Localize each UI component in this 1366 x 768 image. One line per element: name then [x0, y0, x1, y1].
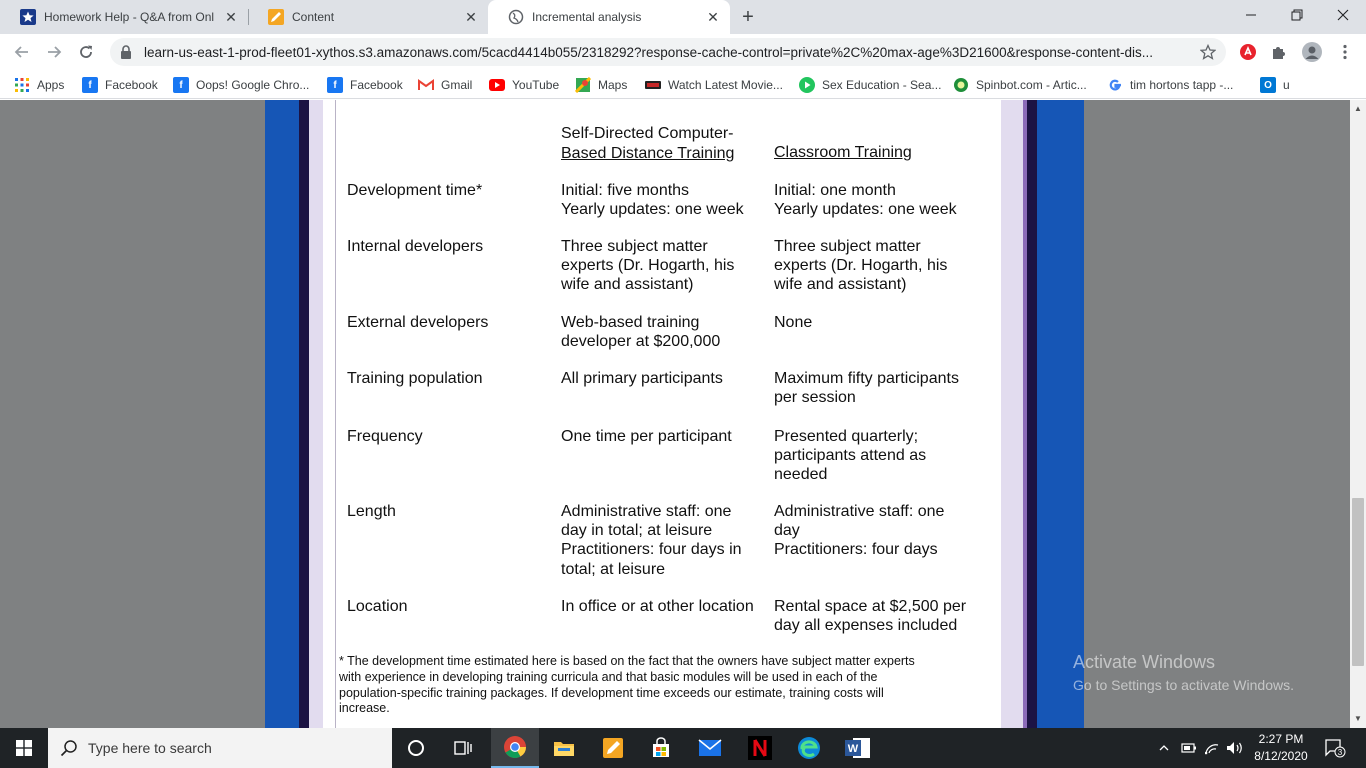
profile-avatar-icon[interactable] [1302, 42, 1322, 62]
pencil-note-icon [602, 737, 624, 759]
bookmark-gmail[interactable] [418, 75, 472, 95]
bookmark-label: YouTube [512, 78, 560, 92]
clock-date: 8/12/2020 [1254, 749, 1308, 763]
classroom-cell [774, 313, 996, 332]
row-label: Training population [347, 370, 483, 387]
bookmark-label: Spinbot.com - Artic... [976, 78, 1087, 92]
bookmark-label: Apps [37, 78, 65, 92]
facebook-icon: f [82, 77, 98, 93]
cell-line: day all expenses included [774, 617, 958, 635]
lock-icon[interactable] [120, 45, 134, 59]
scrollbar-thumb[interactable] [1352, 498, 1364, 666]
cell-line: Practitioners: four days [774, 541, 938, 559]
taskbar-word[interactable] [834, 728, 882, 768]
bookmark-apps[interactable] [14, 75, 64, 95]
browser-toolbar [0, 34, 1366, 70]
forward-button[interactable] [40, 38, 68, 66]
cell-line: Rental space at $2,500 per [774, 598, 967, 615]
cell-line: developer at $200,000 [561, 333, 721, 351]
cell-line: experts (Dr. Hogarth, his [774, 257, 948, 275]
cell-line: All primary participants [561, 370, 723, 387]
action-center-button[interactable] [1320, 728, 1350, 768]
netflix-icon [748, 736, 772, 760]
url-text[interactable]: learn-us-east-1-prod-fleet01-xythos.s3.amazonaws.com/5cacd4414b055/2318292?response-cache-control=private%2C%20max-age%3D21600&response-content-dis... [144, 44, 1153, 60]
distance-cell [561, 237, 771, 295]
header-line: Self-Directed Computer- [561, 125, 734, 142]
bookmark-sex-education[interactable] [799, 75, 941, 95]
vertical-scrollbar[interactable] [1350, 100, 1366, 728]
cell-line: Yearly updates: one week [774, 201, 957, 219]
cell-line: * The development time estimated here is based on the fact that the owners have subject matter experts [339, 654, 915, 668]
svg-text:W: W [847, 743, 859, 755]
tab-title: Content [292, 10, 335, 24]
cell-line: population-specific training packages. If development time exceeds our estimate, training costs will [339, 685, 884, 700]
column-header-distance-training [561, 124, 771, 163]
bookmark-label: tim hortons tapp -... [1130, 78, 1234, 92]
cell-line: Yearly updates: one week [561, 201, 744, 219]
windows-taskbar [0, 728, 1366, 768]
tab-title: Incremental analysis [532, 10, 642, 24]
distance-cell [561, 597, 771, 616]
star-shield-icon [20, 9, 36, 25]
bookmark-youtube[interactable] [489, 75, 559, 95]
facebook-icon: f [173, 77, 189, 93]
cell-line: with experience in developing training curricula and that basic modules will be used in each of the [339, 669, 878, 684]
tab-incremental-analysis[interactable] [488, 0, 730, 34]
bookmark-label: Oops! Google Chro... [196, 78, 310, 92]
bookmark-label: Sex Education - Sea... [822, 78, 942, 92]
movie-icon [645, 77, 661, 93]
taskbar-search-box[interactable] [48, 728, 392, 768]
close-tab-icon[interactable]: ✕ [465, 8, 477, 25]
page-border-decoration [299, 100, 309, 728]
bookmark-label: Facebook [350, 78, 403, 92]
spinbot-icon [953, 77, 969, 93]
taskbar-netflix[interactable] [736, 728, 784, 768]
notification-count: 3 [1337, 748, 1343, 757]
page-border-decoration [1037, 100, 1084, 728]
taskbar-sticky-pencil[interactable] [589, 728, 637, 768]
start-button[interactable] [0, 728, 48, 768]
cell-line: wife and assistant) [774, 276, 907, 294]
bookmark-facebook[interactable] [82, 75, 158, 95]
bookmark-maps[interactable] [575, 75, 627, 95]
search-placeholder: Type here to search [88, 740, 212, 756]
facebook-icon: f [327, 77, 343, 93]
page-viewport[interactable] [0, 100, 1350, 728]
bookmark-spinbot[interactable] [953, 75, 1087, 95]
clock-time: 2:27 PM [1258, 732, 1304, 746]
bookmark-tim-hortons[interactable] [1107, 75, 1233, 95]
cell-line: Presented quarterly; [774, 428, 919, 445]
battery-icon[interactable] [1179, 728, 1199, 768]
cell-line: wife and assistant) [561, 276, 694, 294]
adblock-extension-icon[interactable] [1238, 42, 1258, 62]
row-label: Length [347, 503, 396, 520]
header-line: Based Distance Training [561, 144, 735, 162]
page-border-decoration [1001, 100, 1023, 728]
cell-line: Administrative staff: one [774, 503, 945, 520]
edge-icon [797, 736, 821, 760]
system-clock[interactable] [1248, 731, 1314, 765]
page-border-decoration [265, 100, 299, 728]
back-button[interactable] [8, 38, 36, 66]
activate-windows-watermark [1073, 652, 1294, 693]
row-label: Location [347, 598, 408, 615]
bookmark-label: Facebook [105, 78, 158, 92]
wifi-icon[interactable] [1202, 728, 1222, 768]
taskbar-store[interactable] [637, 728, 685, 768]
bookmark-oops-google-chrome[interactable] [173, 75, 309, 95]
cell-line: experts (Dr. Hogarth, his [561, 257, 735, 275]
header-line: Classroom Training [774, 144, 912, 161]
cell-line: day [774, 522, 800, 540]
cell-line: None [774, 314, 813, 331]
row-label: Internal developers [347, 238, 484, 255]
row-label: Development time* [347, 182, 483, 199]
globe-icon [508, 9, 524, 25]
cell-line: One time per participant [561, 428, 732, 445]
new-tab-button[interactable]: + [742, 5, 754, 28]
distance-cell [561, 181, 771, 219]
distance-cell [561, 313, 771, 351]
word-icon [845, 737, 871, 759]
pencil-note-icon [268, 9, 284, 25]
distance-cell [561, 502, 771, 579]
cell-line: Initial: one month [774, 182, 896, 199]
bookmark-label: u [1283, 78, 1290, 92]
classroom-cell [774, 369, 996, 407]
page-border-decoration [309, 100, 323, 728]
classroom-cell [774, 181, 996, 219]
minimize-button[interactable] [1228, 0, 1274, 30]
bookmark-outlook[interactable] [1260, 75, 1290, 95]
cell-line: Three subject matter [774, 238, 921, 255]
distance-cell [561, 427, 771, 446]
scroll-down-arrow-icon[interactable]: ▼ [1354, 713, 1362, 723]
cell-line: Three subject matter [561, 238, 708, 255]
bookmark-label: Gmail [441, 78, 473, 92]
mail-icon [698, 739, 722, 757]
classroom-cell [774, 237, 996, 295]
show-hidden-icons-chevron-icon[interactable] [1156, 728, 1172, 768]
classroom-cell [774, 502, 996, 560]
outlook-icon: O [1260, 77, 1276, 93]
play-icon [799, 77, 815, 93]
taskbar-edge[interactable] [785, 728, 833, 768]
cortana-circle-icon [407, 739, 425, 757]
row-label: External developers [347, 314, 489, 331]
folder-icon [553, 739, 575, 757]
close-tab-icon[interactable]: ✕ [225, 8, 237, 25]
tab-strip [0, 0, 1366, 34]
distance-cell [561, 369, 771, 388]
classroom-cell [774, 597, 996, 635]
notification-icon [1324, 738, 1346, 758]
bookmark-watch-latest-movie[interactable] [645, 75, 783, 95]
cell-line: needed [774, 466, 828, 484]
cell-line: day in total; at leisure [561, 522, 713, 540]
watermark-subtitle: Go to Settings to activate Windows. [1073, 677, 1294, 693]
scroll-up-arrow-icon[interactable]: ▲ [1354, 103, 1362, 113]
youtube-icon [489, 77, 505, 93]
tab-content[interactable] [248, 0, 488, 34]
page-border-decoration [1027, 100, 1037, 728]
search-icon [60, 739, 80, 757]
cell-line: Maximum fifty participants [774, 370, 959, 387]
close-window-button[interactable] [1320, 0, 1366, 30]
cell-line: per session [774, 389, 856, 407]
bookmark-star-icon[interactable] [1198, 42, 1218, 62]
taskbar-file-explorer[interactable] [540, 728, 588, 768]
taskbar-chrome[interactable] [491, 728, 539, 768]
comparison-table [336, 117, 1001, 728]
cell-line: total; at leisure [561, 560, 666, 578]
taskbar-mail[interactable] [686, 728, 734, 768]
task-view-icon [454, 739, 474, 757]
watermark-title: Activate Windows [1073, 652, 1216, 672]
tab-title: Homework Help - Q&A from Onl [44, 10, 215, 24]
cell-line: Administrative staff: one [561, 503, 732, 520]
reload-button[interactable] [72, 38, 100, 66]
maps-icon [575, 77, 591, 93]
restore-button[interactable] [1274, 0, 1320, 30]
extensions-puzzle-icon[interactable] [1269, 42, 1289, 62]
cell-line: Practitioners: four days in [561, 541, 742, 559]
close-tab-icon[interactable]: ✕ [707, 8, 719, 25]
classroom-cell [774, 427, 996, 485]
row-label: Frequency [347, 428, 423, 445]
volume-icon[interactable] [1224, 728, 1246, 768]
gmail-icon [418, 77, 434, 93]
bookmark-facebook-2[interactable] [327, 75, 403, 95]
cell-line: In office or at other location [561, 598, 754, 615]
bookmarks-bar [0, 70, 1366, 99]
store-bag-icon [650, 737, 672, 759]
windows-logo-icon [16, 740, 32, 756]
chrome-menu-icon[interactable] [1335, 42, 1355, 62]
tab-homework-help[interactable] [0, 0, 248, 34]
bookmark-label: Watch Latest Movie... [668, 78, 783, 92]
apps-grid-icon [14, 77, 30, 93]
footnote [339, 654, 999, 717]
cortana-button[interactable] [392, 728, 440, 768]
address-bar[interactable] [110, 38, 1226, 66]
chrome-icon [503, 735, 527, 759]
cell-line: increase. [339, 701, 390, 716]
cell-line: Initial: five months [561, 182, 690, 199]
cell-line: Web-based training [561, 314, 700, 331]
column-header-classroom-training [774, 143, 994, 163]
google-icon [1107, 77, 1123, 93]
cell-line: participants attend as [774, 447, 927, 465]
bookmark-label: Maps [598, 78, 628, 92]
task-view-button[interactable] [440, 728, 488, 768]
